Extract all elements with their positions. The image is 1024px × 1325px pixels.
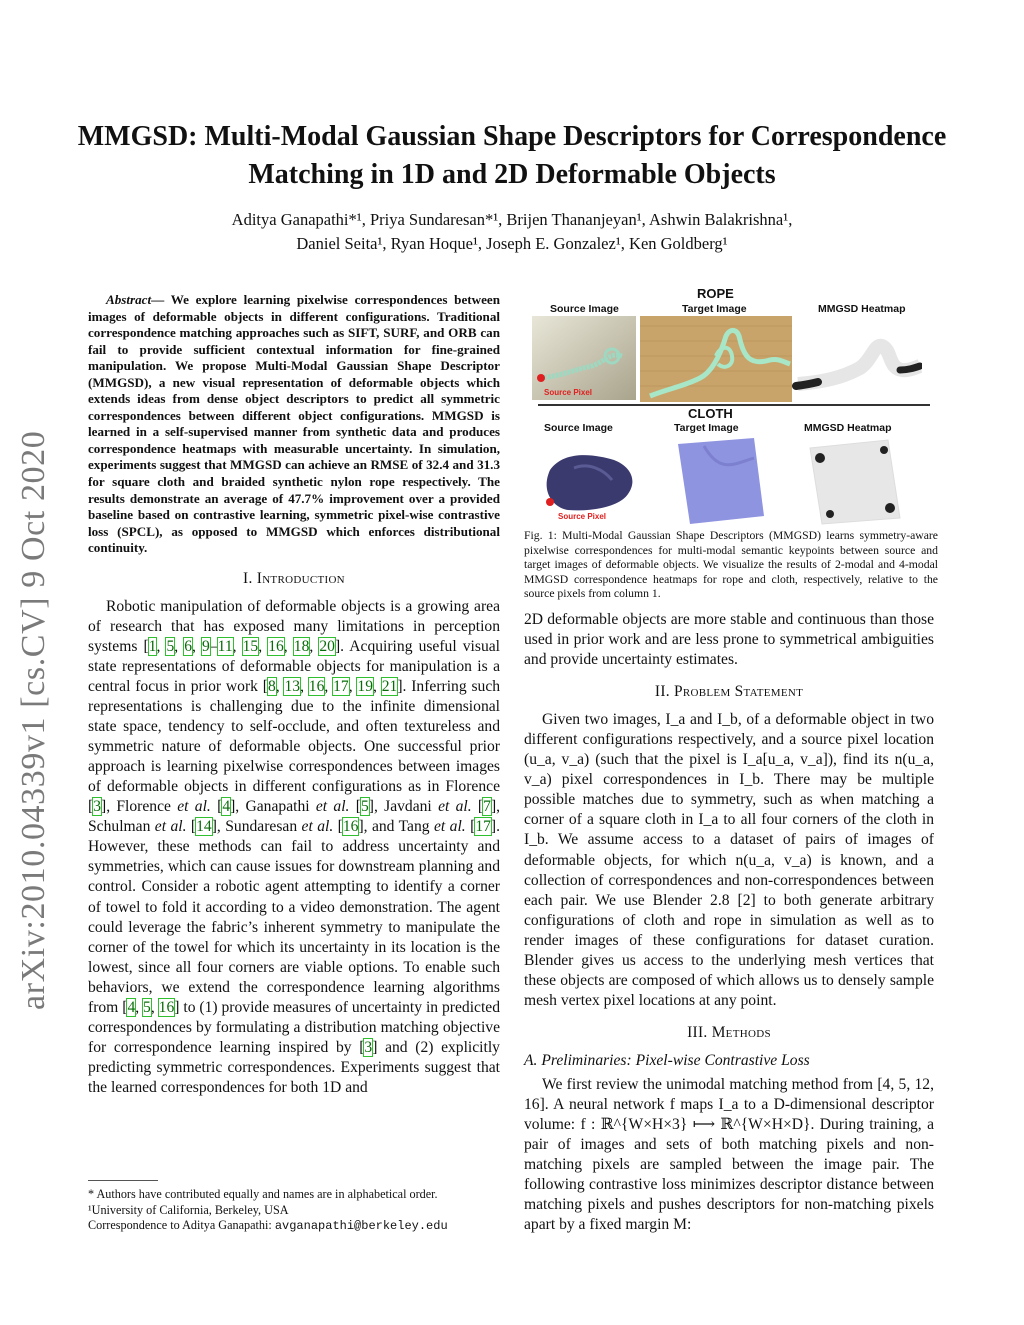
left-column <box>88 292 500 1098</box>
authors-line-2: Daniel Seita¹, Ryan Hoque¹, Joseph E. Gonzalez¹, Ken Goldberg¹ <box>296 234 728 253</box>
footnote-equal-contribution: * Authors have contributed equally and names are in alphabetical order. <box>88 1187 438 1201</box>
citation-link[interactable]: 3 <box>93 798 101 816</box>
citation-link[interactable]: 13 <box>284 677 301 695</box>
section-introduction-heading: I. Introduction <box>243 569 345 587</box>
source-pixel-marker <box>537 374 545 382</box>
cloth-label: CLOTH <box>688 406 733 421</box>
cloth-source-image-label: Source Image <box>544 422 613 434</box>
author-list <box>90 208 934 256</box>
paper-title: MMGSD: Multi-Modal Gaussian Shape Descriptors for Correspondence Matching in 1D and 2D Deformable Objects <box>77 121 947 190</box>
citation-link[interactable]: 20 <box>319 637 335 655</box>
rope-heatmap <box>792 324 922 400</box>
cloth-heatmap <box>800 434 910 526</box>
citation-link[interactable]: 7 <box>483 798 491 816</box>
footnote-correspondence: Correspondence to Aditya Ganapathi: avganapathi@berkeley.edu <box>88 1218 448 1234</box>
cloth-source-pixel-label: Source Pixel <box>558 512 607 521</box>
footnotes <box>88 1180 508 1235</box>
citation-link[interactable]: 17 <box>475 818 491 836</box>
figure-1 <box>524 284 944 526</box>
cloth-source-image <box>534 440 644 522</box>
abstract-label: Abstract <box>106 292 152 307</box>
citation-link[interactable]: 19 <box>357 677 373 695</box>
citation-link[interactable]: 4 <box>222 798 231 816</box>
citation-link[interactable]: 16 <box>342 818 359 836</box>
citation-link[interactable]: 21 <box>381 677 398 695</box>
citation-link[interactable]: 18 <box>293 637 310 655</box>
rope-heatmap-label: MMGSD Heatmap <box>818 303 906 315</box>
figure-1-caption: Fig. 1: Multi-Modal Gaussian Shape Descriptors (MMGSD) learns symmetry-aware pixelwise correspondences for multi-modal semantic keypoints between source and target images of deformable objects. We visualize the results of 2-modal and 4-modal MMGSD correspondence heatmaps for rope and cloth, respectively, relative to the source pixels from column 1. <box>524 529 938 600</box>
citation-link[interactable]: 5 <box>166 637 175 655</box>
citation-link[interactable]: 5 <box>143 998 151 1016</box>
citation-link[interactable]: 17 <box>333 677 349 695</box>
cloth-target-image-label: Target Image <box>674 422 739 434</box>
citation-link[interactable]: 11 <box>217 637 233 655</box>
arxiv-side-banner: arXiv:2010.04339v1 [cs.CV] 9 Oct 2020 <box>15 430 52 1010</box>
cloth-source-pixel-marker <box>546 498 554 506</box>
intro-paragraph: Robotic manipulation of deformable objects is a growing area of research that has exposed many limitations in perception systems [1, 5, 6, 9–11, 15, 16, 18, 20]. Acquiring useful visual state representations of deformable objects for manipulation is a central focus in prior work [8, 13, 16, 17, 19, 21]. Inferring such representations is challenging due to the infinite dimensional state space, tendency to self-occlude, and often textureless and symmetric nature of deformable objects. One successful prior approach is learning pixelwise correspondences between images of deformable objects in different configurations as in Florence [3], Florence et al. [4], Ganapathi et al. [5], Javdani et al. [7], Schulman et al. [14], Sundaresan et al. [16], and Tang et al. [17]. However, these methods can fail to address uncertainty and symmetries, which can cause issues for downstream planning and control. Consider a robotic agent attempting to identify a corner of towel to fold it according to a video demonstration. The agent could leverage the fabric’s inherent symmetry to manipulate the corner of the towel for which its uncertainty in its location is the lowest, since all four corners are viable options. To enable such behaviors, we extend the correspondence learning algorithms from [4, 5, 16] to (1) provide measures of uncertainty in predicted correspondences by formulating a distribution matching objective for correspondence learning inspired by [3] and (2) explicitly predicting symmetric correspondences. Experiments suggest that the learned correspondences for both 1D and <box>88 597 501 1096</box>
citation-link[interactable]: 9 <box>202 637 210 655</box>
authors-line-1: Aditya Ganapathi*¹, Priya Sundaresan*¹, Brijen Thananjeyan¹, Ashwin Balakrishna¹, <box>231 210 793 229</box>
right-column <box>524 610 934 1235</box>
footnote-affiliation: ¹University of California, Berkeley, USA <box>88 1202 289 1217</box>
problem-statement-paragraph: Given two images, I_a and I_b, of a deformable object in two different configurations respectively, and a source pixel location (u_a, v_a) (such that the pixel is I_a[u_a, v_a]), find its n(u_a, v_a) pixel correspondences in I_b. There may be multiple possible matches due to symmetry, such as when matching a corner of a square cloth in I_a to all four corners of the cloth in I_b. We assume access to a dataset of pairs of images of deformable objects, for which n(u_a, v_a) is known, and a collection of correspondences and non-correspondences between each pair. We use Blender 2.8 [2] to both generate arbitrary configurations of cloth and rope in simulation as well as to render images of these configurations for dataset curation. Blender gives us access to the underlying mesh vertices that these objects are composed of which allows us to densely sample mesh vertex pixel locations at any point. <box>524 711 934 1009</box>
section-methods-heading: III. Methods <box>687 1023 771 1041</box>
rope-source-pixel-label: Source Pixel <box>544 388 593 397</box>
citation-link[interactable]: 5 <box>360 798 369 816</box>
citation-link[interactable]: 16 <box>158 998 175 1016</box>
citation-link[interactable]: 16 <box>268 637 284 655</box>
rope-source-image-label: Source Image <box>550 303 619 315</box>
abstract <box>88 292 500 557</box>
email-link[interactable]: avganapathi@berkeley.edu <box>274 1219 448 1234</box>
citation-link[interactable]: 4 <box>127 998 136 1016</box>
citation-link[interactable]: 6 <box>184 637 193 655</box>
subsection-preliminaries-heading: A. Preliminaries: Pixel-wise Contrastive Loss <box>524 1051 810 1069</box>
citation-link[interactable]: 3 <box>364 1038 373 1056</box>
cloth-heatmap-label: MMGSD Heatmap <box>804 422 892 434</box>
rope-target-image-label: Target Image <box>682 303 747 315</box>
citation-link[interactable]: 14 <box>196 818 212 836</box>
figure-divider <box>538 404 930 406</box>
citation-link[interactable]: 1 <box>148 637 157 655</box>
citation-link[interactable]: 8 <box>267 677 276 695</box>
section-problem-heading: II. Problem Statement <box>654 683 804 701</box>
citation-link[interactable]: 16 <box>308 677 325 695</box>
preliminaries-paragraph: We first review the unimodal matching method from [4, 5, 12, 16]. A neural network f maps I_a to a D-dimensional descriptor volume: f : ℝ^{W×H×3} ⟼ ℝ^{W×H×D}. During training, a pair of images and sets of both matching pixels and non-matching pixels are sampled between the image pair. The following contrastive loss minimizes descriptor distance between matching pixels and pushes descriptors for non-matching pixels apart by a fixed margin M: <box>524 1075 934 1234</box>
intro-continuation: 2D deformable objects are more stable and continuous than those used in prior work and are less prone to symmetrical ambiguities and provide uncertainty estimates. <box>524 611 934 669</box>
rope-target-image <box>640 316 792 402</box>
rope-label: ROPE <box>697 286 734 301</box>
footnote-rule <box>88 1180 158 1181</box>
abstract-text: — We explore learning pixelwise correspondences between images of deformable objects in different configurations. Traditional correspondence matching approaches such as SIFT, SURF, and ORB can fail to provide sufficient contextual information for fine-grained manipulation. We propose Multi-Modal Gaussian Shape Descriptor (MMGSD), a new visual representation of deformable objects which extends ideas from dense object descriptors to predict all symmetric correspondences between different object configurations. MMGSD is learned in a self-supervised manner from synthetic data and produces correspondence heatmaps with measurable uncertainty. In simulation, experiments suggest that MMGSD can achieve an RMSE of 32.4 and 31.3 for square cloth and braided synthetic nylon rope respectively. The results demonstrate an average of 47.7% improvement over a provided baseline based on contrastive learning, symmetric pixel-wise contrastive loss (SPCL), as opposed to MMGSD which enforces distributional continuity. <box>88 292 500 556</box>
cloth-target-image <box>664 434 774 526</box>
citation-link[interactable]: 15 <box>242 637 259 655</box>
